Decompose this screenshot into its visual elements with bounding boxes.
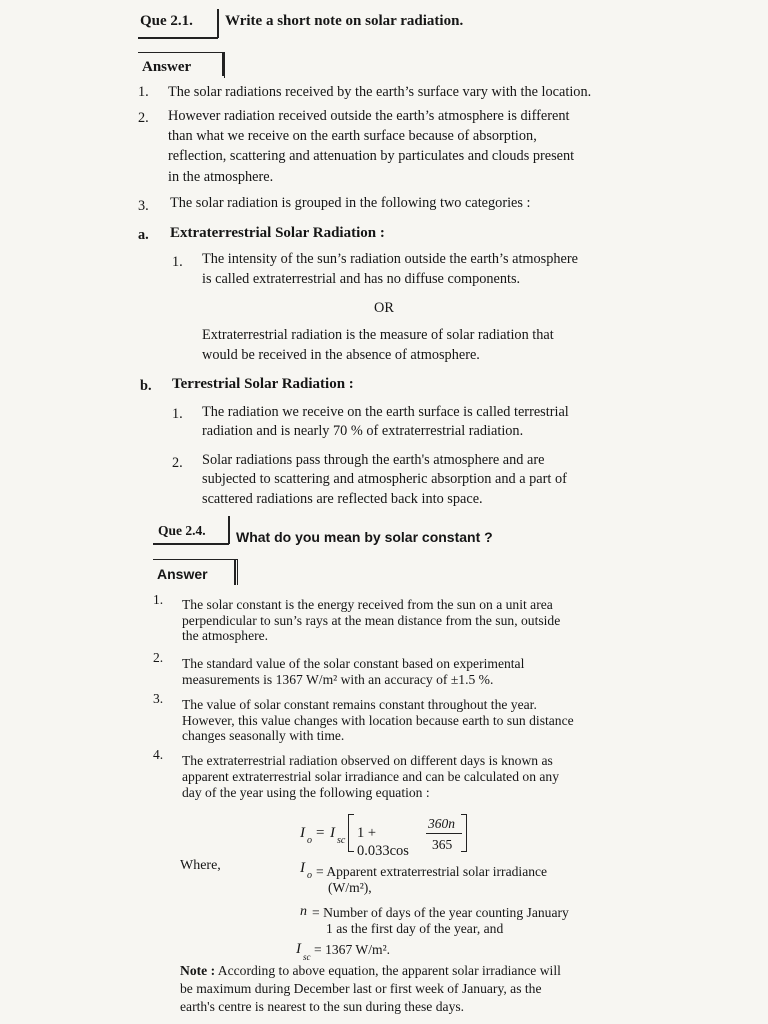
q24-item-1-line-2: perpendicular to sun’s rays at the mean distance from the sun, outside [182,613,561,628]
q24-label: Que 2.4. [158,523,206,538]
q21-item-2-line-2: than what we receive on the earth surface because of absorption, [168,128,537,144]
cat-b-p2-line-3: scattered radiations are reflected back into space. [202,491,483,507]
cat-b-p2-num: 2. [172,455,183,471]
cat-a-heading: Extraterrestrial Solar Radiation : [170,225,385,241]
cat-b-p1-line-2: radiation and is nearly 70 % of extraterrestrial radiation. [202,423,524,439]
eq-inner: 1 + 0.033cos [357,825,409,859]
cat-a-or: OR [374,300,394,316]
q21-item-2-line-4: in the atmosphere. [168,169,274,185]
cat-b-num: b. [140,378,152,394]
def-2-sym: n [300,904,307,919]
eq-numerator: 360n [428,816,455,831]
note-label: Note : [180,963,216,978]
cat-b-p1-num: 1. [172,406,183,422]
eq-isc: I [330,825,335,841]
q24-item-2-line-1: The standard value of the solar constant based on experimental [182,656,525,671]
eq-fraction-line [426,833,462,834]
eq-bracket-right [461,814,467,852]
q24-answer-label: Answer [153,559,238,585]
cat-a-p1-line-1: The intensity of the sun’s radiation outside the earth’s atmosphere [202,251,578,267]
q24-item-2-line-2: measurements is 1367 W/m² with an accuracy of ±1.5 %. [182,672,494,687]
cat-b-heading: Terrestrial Solar Radiation : [172,376,354,392]
q21-item-3-text: The solar radiation is grouped in the following two categories : [170,195,531,211]
def-3-sub: sc [303,952,311,962]
def-1-sub: o [307,870,312,881]
cat-a-num: a. [138,227,149,243]
eq-bracket-left [348,814,354,852]
q24-item-3-num: 3. [153,691,164,706]
q21-answer-label: Answer [138,52,225,78]
def-2-line-1: = Number of days of the year counting January [312,905,569,920]
q24-header-divider [228,516,230,544]
note-text-1: According to above equation, the apparent solar irradiance will [217,963,561,978]
def-3-line-1: = 1367 W/m². [314,942,391,957]
q24-item-2-num: 2. [153,650,164,665]
eq-denominator: 365 [432,837,453,852]
cat-a-p1-line-2: is called extraterrestrial and has no diffuse components. [202,271,521,287]
def-2-line-2: 1 as the first day of the year, and [326,921,504,936]
q21-item-2-line-3: reflection, scattering and attenuation by particulates and clouds present [168,148,575,164]
q24-item-4-line-3: day of the year using the following equation : [182,785,430,800]
eq-lhs-sub: o [307,835,312,846]
cat-b-p2-line-1: Solar radiations pass through the earth's atmosphere and are [202,452,545,468]
cat-b-p1-line-1: The radiation we receive on the earth surface is called terrestrial [202,404,569,420]
q24-answer-rule [234,559,236,585]
note-line-3: earth's centre is nearest to the sun during these days. [180,999,465,1014]
q24-item-1-line-3: the atmosphere. [182,628,269,643]
def-3-sym: I [296,941,301,957]
q24-title: What do you mean by solar constant ? [236,529,493,545]
eq-isc-sub: sc [337,835,346,846]
eq-lhs: I [300,825,305,841]
q21-item-1-num: 1. [138,84,149,100]
q24-item-3-line-1: The value of solar constant remains constant throughout the year. [182,697,537,712]
eq-equals: = [316,825,325,841]
q21-title: Write a short note on solar radiation. [225,13,464,29]
note-line-2: be maximum during December last or first week of January, as the [180,981,542,996]
def-1-line-2: (W/m²), [328,880,372,895]
q24-item-4-num: 4. [153,747,164,762]
q24-header-underline [153,543,229,545]
cat-a-p1-num: 1. [172,254,183,270]
q24-item-3-line-3: changes seasonally with time. [182,728,345,743]
q24-item-4-line-2: apparent extraterrestrial solar irradiance and can be calculated on any [182,769,560,784]
q21-label: Que 2.1. [140,13,193,29]
q24-item-1-line-1: The solar constant is the energy received from the sun on a unit area [182,597,553,612]
q21-item-2-num: 2. [138,110,149,126]
q21-item-1-text: The solar radiations received by the earth’s surface vary with the location. [168,84,592,100]
def-1-sym: I [300,860,305,876]
q24-item-4-line-1: The extraterrestrial radiation observed on different days is known as [182,753,553,768]
q24-item-1-num: 1. [153,592,164,607]
q21-answer-rule [222,52,224,76]
q21-header-underline [138,37,218,39]
cat-b-p2-line-2: subjected to scattering and atmospheric absorption and a part of [202,471,567,487]
def-1-line-1: = Apparent extraterrestrial solar irradiance [316,864,548,879]
cat-a-p2-line-2: would be received in the absence of atmosphere. [202,347,480,363]
q21-item-3-num: 3. [138,198,149,214]
where-label: Where, [180,858,221,873]
q24-item-3-line-2: However, this value changes with location because earth to sun distance [182,713,574,728]
note-line-1 [180,962,561,980]
q21-header-divider [217,9,219,38]
cat-a-p2-line-1: Extraterrestrial radiation is the measure of solar radiation that [202,327,554,343]
q21-item-2-line-1: However radiation received outside the earth’s atmosphere is different [168,108,570,124]
